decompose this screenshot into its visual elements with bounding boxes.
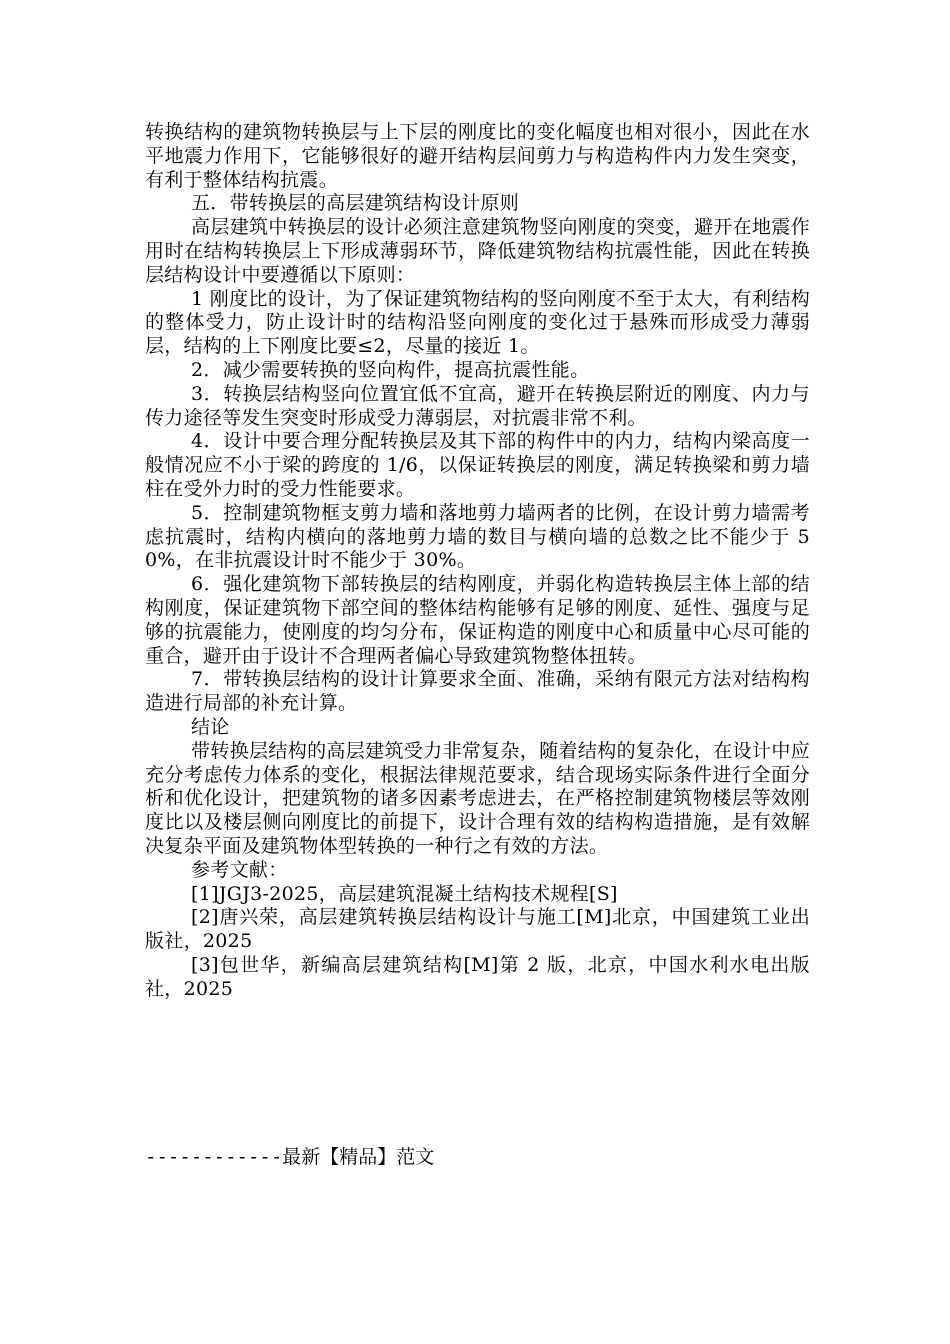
document-body: [145, 121, 810, 1001]
section-heading-references: 参考文献：: [191, 858, 288, 881]
principle-item-4: 4．设计中要合理分配转换层及其下部的构件中的内力，结构内梁高度一般情况应不小于梁的跨度的 1/6，以保证转换层的刚度，满足转换梁和剪力墙柱在受外力时的受力性能要求。: [145, 430, 810, 500]
principle-item-7: 7．带转换层结构的设计计算要求全面、准确，采纳有限元方法对结构构造进行局部的补充计算。: [145, 668, 810, 715]
principle-item-2: 2．减少需要转换的竖向构件，提高抗震性能。: [191, 358, 590, 381]
reference-item-1: [1]JGJ3-2025，高层建筑混凝土结构技术规程[S]: [191, 882, 618, 905]
reference-item-3: [3]包世华，新编高层建筑结构[M]第 2 版，北京，中国水利水电出版社，2025: [145, 953, 810, 1000]
section-heading-design-principles: 五．带转换层的高层建筑结构设计原则: [191, 192, 520, 215]
reference-item-2: [2]唐兴荣，高层建筑转换层结构设计与施工[M]北京，中国建筑工业出版社，2025: [145, 906, 810, 953]
principle-item-1: 1 刚度比的设计，为了保证建筑物结构的竖向刚度不至于太大，有利结构的整体受力，防止设计时的结构沿竖向刚度的变化过于悬殊而形成受力薄弱层，结构的上下刚度比要≤2，尽量的接近 1。: [145, 287, 810, 358]
principle-item-5: 5．控制建筑物框支剪力墙和落地剪力墙两者的比例，在设计剪力墙需考虑抗震时，结构内横向的落地剪力墙的数目与横向墙的总数之比不能少于 50%，在非抗震设计时不能少于 30%。: [145, 501, 810, 572]
paragraph-intro-principles: 高层建筑中转换层的设计必须注意建筑物竖向刚度的突变，避开在地震作用时在结构转换层上下形成薄弱环节，降低建筑物结构抗震性能，因此在转换层结构设计中要遵循以下原则：: [145, 216, 810, 286]
paragraph-continuation: 转换结构的建筑物转换层与上下层的刚度比的变化幅度也相对很小，因此在水平地震力作用下，它能够很好的避开结构层间剪力与构造构件内力发生突变，有利于整体结构抗震。: [145, 121, 810, 191]
principle-item-3: 3．转换层结构竖向位置宜低不宜高，避开在转换层附近的刚度、内力与传力途径等发生突变时形成受力薄弱层，对抗震非常不利。: [145, 382, 810, 429]
section-heading-conclusion: 结论: [191, 715, 230, 738]
principle-item-6: 6．强化建筑物下部转换层的结构刚度，并弱化构造转换层主体上部的结构刚度，保证建筑物下部空间的整体结构能够有足够的刚度、延性、强度与足够的抗震能力，使刚度的均匀分布，保证构造的刚度中心和质量中心尽可能的重合，避开由于设计不合理两者偏心导致建筑物整体扭转。: [145, 573, 810, 667]
paragraph-conclusion: 带转换层结构的高层建筑受力非常复杂，随着结构的复杂化，在设计中应充分考虑传力体系的变化，根据法律规范要求，结合现场实际条件进行全面分析和优化设计，把建筑物的诸多因素考虑进去，在严格控制建筑物楼层等效刚度比以及楼层侧向刚度比的前提下，设计合理有效的结构构造措施，是有效解决复杂平面及建筑物体型转换的一种行之有效的方法。: [145, 739, 810, 857]
page-footer: ------------最新【精品】范文: [145, 1146, 435, 1168]
